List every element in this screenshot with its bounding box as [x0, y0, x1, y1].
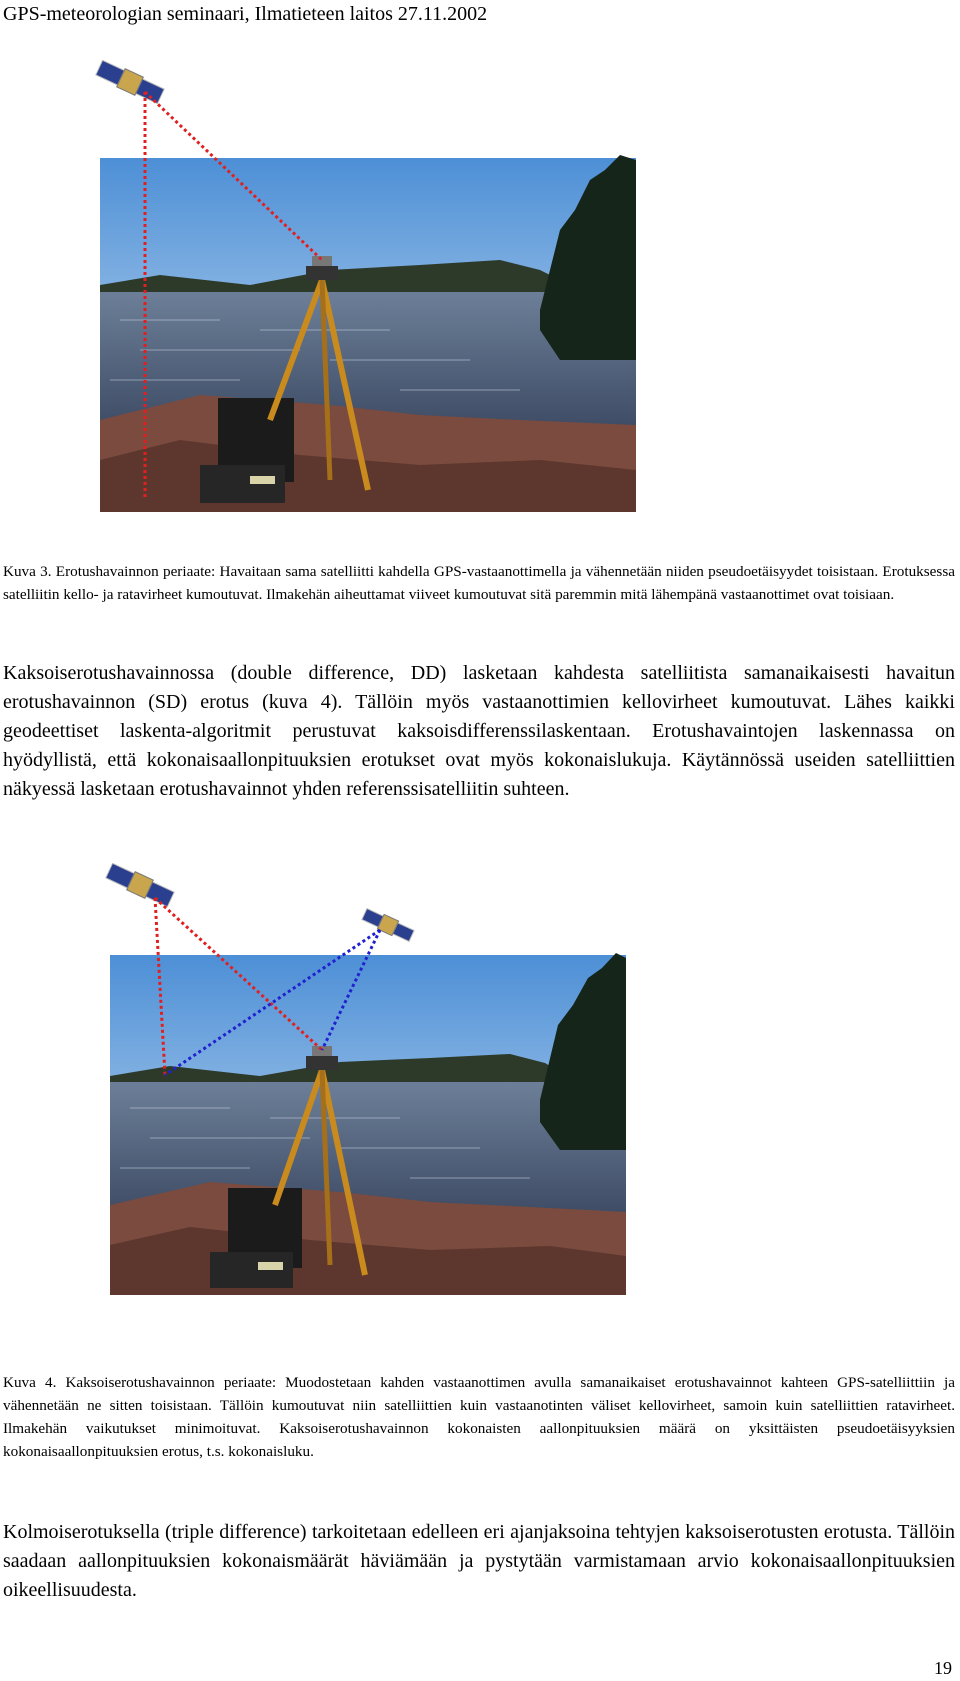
paragraph-triple-difference: Kolmoiserotuksella (triple difference) tarkoitetaan edelleen eri ajanjaksoina tehtyjen kaksoiserotusten erotusta. Tällöin saadaan aallonpituuksien kokonaismäärät häviämään ja pystytään varmistamaan arvio kokonaisaallonpituuksien oikeellisuudesta. — [3, 1521, 955, 1601]
satellite-icon-1 — [105, 862, 175, 909]
landscape-photo — [100, 155, 636, 512]
figure-3-caption: Kuva 3. Erotushavainnon periaate: Havaitaan sama satelliitti kahdella GPS-vastaanottimella ja vähennetään niiden pseudoetäisyydet toisistaan. Erotuksessa satelliitin kello- ja ratavirheet kumoutuvat. Ilmakehän aiheuttamat viiveet kumoutuvat sitä paremmin mitä lähempänä vastaanottimet ovat toisiaan. — [3, 563, 955, 603]
figure-4-caption: Kuva 4. Kaksoiserotushavainnon periaate: Muodostetaan kahden vastaanottimen avulla samanaikaiset erotushavainnot kahteen GPS-satelliittiin ja vähennetään ne sitten toisistaan. Tällöin kumoutuvat niin satelliittien kuin vastaanotinten väliset kellovirheet, samoin kuin satelliittien ratavirheet. Ilmakehän vaikutukset minimoituvat. Kaksoiserotushavainnon kokonaisten aallonpituuksien määrä on yksittäisten pseudoetäisyyksien kokonaisaallonpituuksien erotus, t.s. kokonaisluku. — [3, 1374, 955, 1460]
page-header: GPS-meteorologian seminaari, Ilmatieteen laitos 27.11.2002 — [3, 3, 488, 25]
figure-3-image — [0, 60, 960, 520]
page-number: 19 — [934, 1658, 952, 1678]
landscape-photo — [110, 953, 626, 1295]
satellite-icon — [95, 60, 165, 105]
figure-4-image — [0, 860, 960, 1300]
paragraph-double-difference: Kaksoiserotushavainnossa (double difference, DD) lasketaan kahdesta satelliitista samanaikaisesti havaitun erotushavainnon (SD) erotus (kuva 4). Tällöin myös vastaanottimien kellovirheet kumoutuvat. Lähes kaikki geodeettiset laskenta-algoritmit perustuvat kaksoisdifferenssilaskentaan. Erotushavaintojen laskennassa on hyödyllistä, että kokonaisaallonpituuksien erotukset ovat myös kokonaislukuja. Käytännössä useiden satelliittien näkyessä lasketaan erotushavainnot yhden referenssisatelliitin suhteen. — [3, 662, 955, 800]
